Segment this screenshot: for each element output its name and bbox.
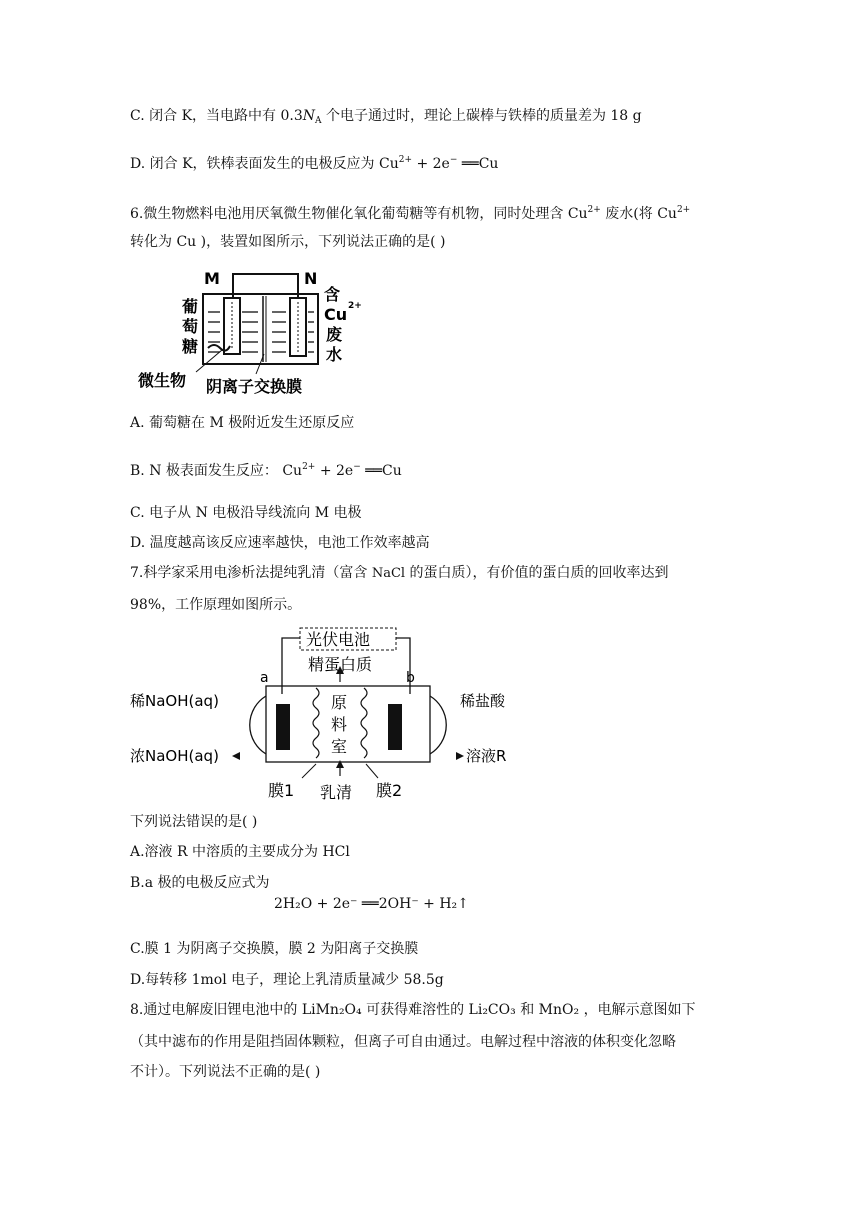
label-solution-r: 溶液R [466, 747, 507, 765]
label-waste-1: 废 [326, 325, 343, 344]
label-cu: Cu [324, 305, 348, 324]
label-membrane-2: 膜2 [376, 781, 403, 800]
label-microbe: 微生物 [138, 371, 187, 390]
q6-option-d: D. 温度越高该反应速率越快，电池工作效率越高 [130, 535, 430, 551]
label-pv-cell: 光伏电池 [306, 630, 371, 649]
q6-option-b: B. N 极表面发生反应： $Cu^{2+} + 2e^-$ ══Cu [130, 462, 402, 479]
label-glucose-2: 萄 [182, 317, 199, 336]
label-dilute-hcl: 稀盐酸 [460, 692, 506, 710]
q7-option-a: A.溶液 R 中溶质的主要成分为 HCl [130, 844, 350, 860]
label-raw-1: 原 [331, 693, 348, 712]
q6-stem-line1: 6.微生物燃料电池用厌氧微生物催化氧化葡萄糖等有机物，同时处理含 $Cu^{2+}$ 废水(将 $Cu^{2+}$ [130, 205, 691, 222]
q7-stem-line1: 7.科学家采用电渗析法提纯乳清（富含 NaCl 的蛋白质），有价值的蛋白质的回收率达到 [130, 565, 669, 581]
q6-option-a: A. 葡萄糖在 M 极附近发生还原反应 [130, 415, 355, 431]
q8-line1: 8.通过电解废旧锂电池中的 LiMn₂O₄ 可获得难溶性的 Li₂CO₃ 和 MnO₂ ，电解示意图如下 [130, 1002, 696, 1018]
q8-line3: 不计）。下列说法不正确的是( ) [130, 1064, 321, 1080]
q7-electrodialysis-figure [130, 626, 530, 806]
q7-option-b-equation: 2H₂O + 2e⁻ ══2OH⁻ + H₂↑ [274, 896, 469, 912]
q7-stem-line2: 98%，工作原理如图所示。 [130, 597, 302, 613]
label-conc-naoh: 浓NaOH(aq) [130, 747, 219, 765]
label-glucose-1: 葡 [182, 297, 199, 316]
q7-option-c: C.膜 1 为阴离子交换膜，膜 2 为阳离子交换膜 [130, 941, 419, 957]
label-electrode-a: a [260, 670, 269, 686]
q5-option-c: C. 闭合 K，当电路中有 $0.3N_A$ 个电子通过时，理论上碳棒与铁棒的质量差为 18 g [130, 108, 642, 126]
label-n: N [304, 269, 318, 288]
q7-option-d: D.每转移 1mol 电子，理论上乳清质量减少 58.5g [130, 972, 444, 988]
label-raw-2: 料 [331, 715, 348, 734]
q8-line2: （其中滤布的作用是阻挡固体颗粒，但离子可自由通过。电解过程中溶液的体积变化忽略 [130, 1034, 676, 1050]
label-whey: 乳清 [320, 783, 353, 802]
label-refined-protein: 精蛋白质 [308, 655, 373, 674]
label-m: M [204, 269, 220, 288]
q7-option-b: B.a 极的电极反应式为 [130, 875, 270, 891]
q7-ask: 下列说法错误的是( ) [130, 814, 258, 830]
q6-stem-line2: 转化为 Cu )，装置如图所示，下列说法正确的是( ) [130, 234, 446, 250]
q6-fuel-cell-figure [138, 262, 362, 402]
q6-option-c: C. 电子从 N 电极沿导线流向 M 电极 [130, 505, 362, 521]
label-anion-membrane: 阴离子交换膜 [206, 377, 303, 396]
label-contains: 含 [324, 285, 341, 304]
q5-option-d: D. 闭合 K，铁棒表面发生的电极反应为 $Cu^{2+} + 2e^-$ ══Cu [130, 155, 499, 172]
label-electrode-b: b [406, 670, 415, 686]
label-glucose-3: 糖 [182, 337, 199, 356]
label-dilute-naoh: 稀NaOH(aq) [130, 692, 219, 710]
label-cu-sup: 2+ [348, 301, 362, 311]
label-raw-3: 室 [331, 737, 348, 756]
label-waste-2: 水 [326, 345, 343, 364]
label-membrane-1: 膜1 [268, 781, 295, 800]
